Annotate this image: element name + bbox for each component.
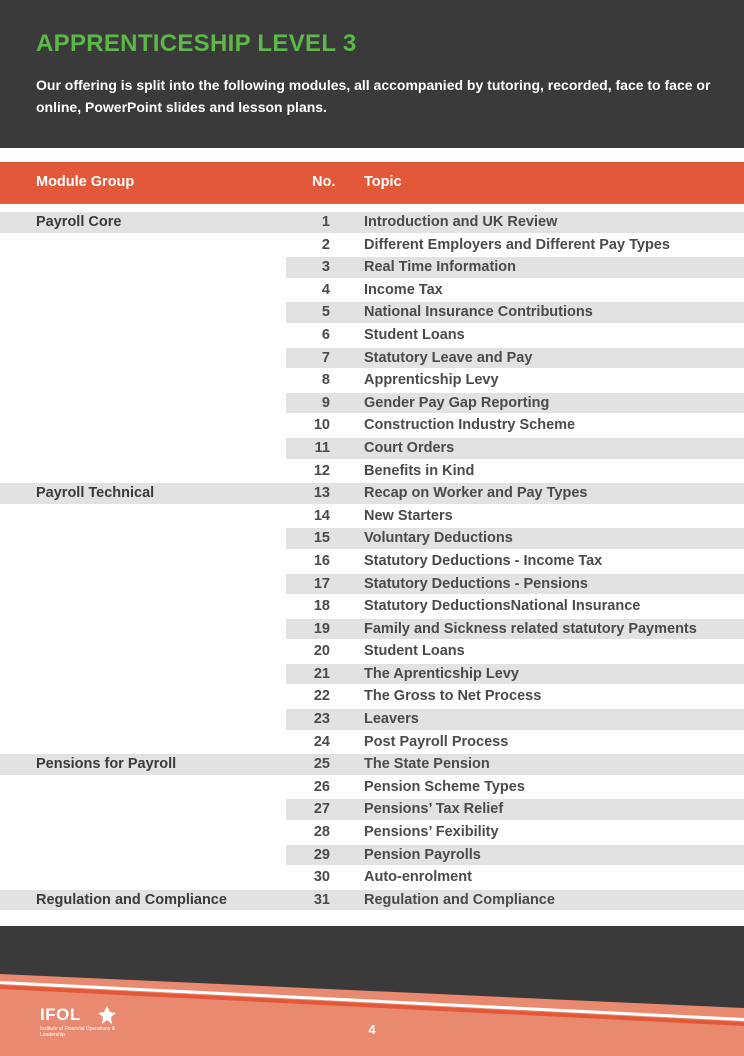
module-number: 8 — [321, 372, 330, 389]
module-group-label: Payroll Core — [36, 214, 122, 230]
module-topic: Family and Sickness related statutory Payments — [364, 620, 697, 637]
row-shading — [286, 845, 744, 866]
module-topic: The State Pension — [364, 756, 490, 773]
module-topic: Pension Scheme Types — [364, 778, 525, 795]
module-topic: Auto-enrolment — [364, 869, 472, 886]
module-topic: Construction Industry Scheme — [364, 417, 576, 434]
module-number: 18 — [313, 598, 330, 615]
table-row — [0, 301, 744, 324]
table-row — [0, 414, 744, 437]
ifol-logo — [40, 1005, 120, 1038]
module-number: 17 — [313, 575, 330, 592]
column-header-topic: Topic — [364, 174, 402, 190]
column-header-module-group: Module Group — [36, 174, 135, 190]
module-number: 3 — [321, 259, 330, 276]
logo-star-icon — [97, 1005, 117, 1025]
module-number: 22 — [313, 688, 330, 705]
table-row — [0, 663, 744, 686]
module-topic: Gender Pay Gap Reporting — [364, 394, 550, 411]
module-number: 20 — [313, 643, 330, 660]
module-number: 4 — [321, 281, 330, 298]
table-row — [0, 211, 744, 234]
module-number: 6 — [321, 326, 330, 343]
module-number: 21 — [313, 665, 330, 682]
row-shading — [286, 528, 744, 549]
module-topic: Court Orders — [364, 439, 455, 456]
table-row — [0, 821, 744, 844]
table-row — [0, 460, 744, 483]
module-topic: Statutory Leave and Pay — [364, 349, 533, 366]
module-number: 29 — [313, 846, 330, 863]
module-topic: Regulation and Compliance — [364, 891, 555, 908]
module-topic: Different Employers and Different Pay Types — [364, 236, 670, 253]
table-row — [0, 505, 744, 528]
module-number: 9 — [321, 394, 330, 411]
table-row — [0, 708, 744, 731]
table-row — [0, 527, 744, 550]
table-row — [0, 618, 744, 641]
module-number: 12 — [313, 462, 330, 479]
module-topic: Student Loans — [364, 326, 465, 343]
module-topic: The Aprenticship Levy — [364, 665, 519, 682]
page-header — [0, 0, 744, 148]
module-number: 27 — [313, 801, 330, 818]
table-row — [0, 392, 744, 415]
module-number: 24 — [313, 733, 330, 750]
module-number: 15 — [313, 530, 330, 547]
module-topic: Statutory DeductionsNational Insurance — [364, 598, 641, 615]
module-topic: Student Loans — [364, 643, 465, 660]
table-row — [0, 482, 744, 505]
table-row — [0, 256, 744, 279]
table-row — [0, 844, 744, 867]
module-number: 11 — [314, 439, 330, 456]
module-number: 31 — [313, 891, 330, 908]
row-shading — [286, 799, 744, 820]
module-table — [0, 211, 744, 911]
table-row — [0, 595, 744, 618]
module-topic: Statutory Deductions - Income Tax — [364, 552, 603, 569]
module-topic: Income Tax — [364, 281, 443, 298]
table-row — [0, 866, 744, 889]
module-number: 16 — [313, 552, 330, 569]
module-topic: Real Time Information — [364, 259, 517, 276]
table-row — [0, 279, 744, 302]
table-row — [0, 889, 744, 912]
row-shading — [286, 709, 744, 730]
page-title: APPRENTICESHIP LEVEL 3 — [36, 30, 357, 57]
module-topic: Recap on Worker and Pay Types — [364, 485, 588, 502]
table-row — [0, 550, 744, 573]
module-topic: Pension Payrolls — [364, 846, 481, 863]
module-number: 1 — [321, 214, 330, 230]
module-topic: New Starters — [364, 507, 453, 524]
module-topic: Pensions’ Tax Relief — [364, 801, 504, 818]
module-topic: Introduction and UK Review — [364, 214, 558, 230]
intro-text: Our offering is split into the following modules, all accompanied by tutoring, recorded, face to face or online, PowerPoint slides and lesson plans. — [36, 77, 711, 115]
table-row — [0, 776, 744, 799]
module-topic: National Insurance Contributions — [364, 304, 593, 321]
module-topic: Post Payroll Process — [364, 733, 509, 750]
module-number: 10 — [313, 417, 330, 434]
module-number: 19 — [313, 620, 330, 637]
module-number: 28 — [313, 824, 330, 841]
module-topic: The Gross to Net Process — [364, 688, 542, 705]
table-row — [0, 324, 744, 347]
module-number: 14 — [313, 507, 330, 524]
table-row — [0, 369, 744, 392]
module-topic: Pensions’ Fexibility — [364, 824, 499, 841]
table-row — [0, 437, 744, 460]
module-number: 13 — [313, 485, 330, 502]
column-header-no: No. — [312, 174, 336, 190]
row-shading — [286, 438, 744, 459]
module-number: 7 — [321, 349, 330, 366]
table-row — [0, 640, 744, 663]
module-number: 26 — [313, 778, 330, 795]
table-header — [0, 162, 744, 204]
module-number: 30 — [313, 869, 330, 886]
logo-subtext: Institute of Financial Operations & Leadership — [40, 1026, 116, 1038]
module-number: 25 — [313, 756, 330, 773]
module-topic: Benefits in Kind — [364, 462, 475, 479]
module-number: 23 — [313, 711, 330, 728]
table-row — [0, 753, 744, 776]
table-row — [0, 573, 744, 596]
module-topic: Apprenticship Levy — [364, 372, 499, 389]
table-row — [0, 347, 744, 370]
table-row — [0, 234, 744, 257]
table-row — [0, 731, 744, 754]
module-group-label: Pensions for Payroll — [36, 756, 177, 773]
table-row — [0, 685, 744, 708]
logo-text: IFOL — [40, 1005, 81, 1024]
module-group-label: Regulation and Compliance — [36, 891, 227, 908]
table-row — [0, 798, 744, 821]
module-group-label: Payroll Technical — [36, 485, 155, 502]
module-topic: Statutory Deductions - Pensions — [364, 575, 588, 592]
page-number: 4 — [368, 1022, 376, 1037]
module-topic: Voluntary Deductions — [364, 530, 513, 547]
module-number: 2 — [321, 236, 330, 253]
module-topic: Leavers — [364, 711, 419, 728]
module-number: 5 — [321, 304, 330, 321]
